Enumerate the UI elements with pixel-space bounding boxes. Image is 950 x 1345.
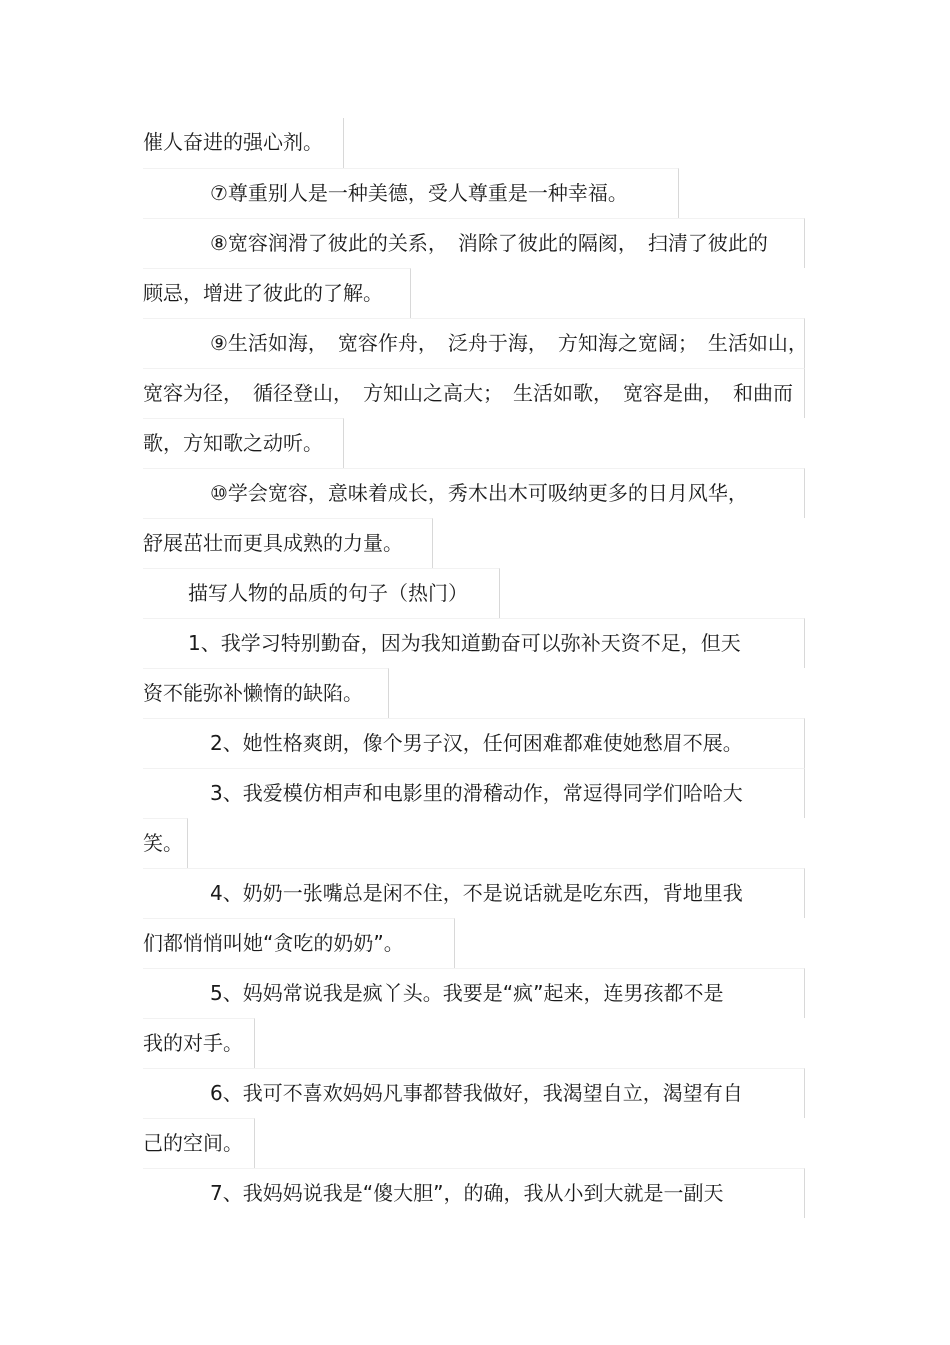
- text-line-11: 1、我学习特别勤奋，因为我知道勤奋可以弥补天资不足，但天: [143, 618, 805, 668]
- text-line-14: 3、我爱模仿相声和电影里的滑稽动作，常逗得同学们哈哈大: [143, 768, 805, 818]
- text-line-13: 2、她性格爽朗，像个男子汉，任何困难都难使她愁眉不展。: [143, 718, 805, 768]
- text-line-21: 己的空间。: [143, 1118, 255, 1168]
- text-line-20: 6、我可不喜欢妈妈凡事都替我做好，我渴望自立，渴望有自: [143, 1068, 805, 1118]
- text-line-17: 们都悄悄叫她“贪吃的奶奶”。: [143, 918, 455, 968]
- text-line-9: 舒展茁壮而更具成熟的力量。: [143, 518, 433, 568]
- text-line-16: 4、奶奶一张嘴总是闲不住，不是说话就是吃东西，背地里我: [143, 868, 805, 918]
- text-line-19: 我的对手。: [143, 1018, 255, 1068]
- text-line-2: ⑦尊重别人是一种美德，受人尊重是一种幸福。: [143, 168, 679, 218]
- text-line-4: 顾忌，增进了彼此的了解。: [143, 268, 411, 318]
- text-line-15: 笑。: [143, 818, 188, 868]
- text-line-5: ⑨生活如海， 宽容作舟， 泛舟于海， 方知海之宽阔； 生活如山，: [143, 318, 805, 368]
- text-line-3: ⑧宽容润滑了彼此的关系， 消除了彼此的隔阂， 扫清了彼此的: [143, 218, 805, 268]
- text-line-8: ⑩学会宽容，意味着成长，秀木出木可吸纳更多的日月风华，: [143, 468, 805, 518]
- text-line-6: 宽容为径， 循径登山， 方知山之高大； 生活如歌， 宽容是曲， 和曲而: [143, 368, 805, 418]
- text-line-22: 7、我妈妈说我是“傻大胆”，的确，我从小到大就是一副天: [143, 1168, 805, 1218]
- section-heading: 描写人物的品质的句子（热门）: [143, 568, 500, 618]
- text-line-1: 催人奋进的强心剂。: [143, 118, 344, 168]
- text-line-12: 资不能弥补懒惰的缺陷。: [143, 668, 389, 718]
- text-line-7: 歌，方知歌之动听。: [143, 418, 344, 468]
- text-line-18: 5、妈妈常说我是疯丫头。我要是“疯”起来，连男孩都不是: [143, 968, 805, 1018]
